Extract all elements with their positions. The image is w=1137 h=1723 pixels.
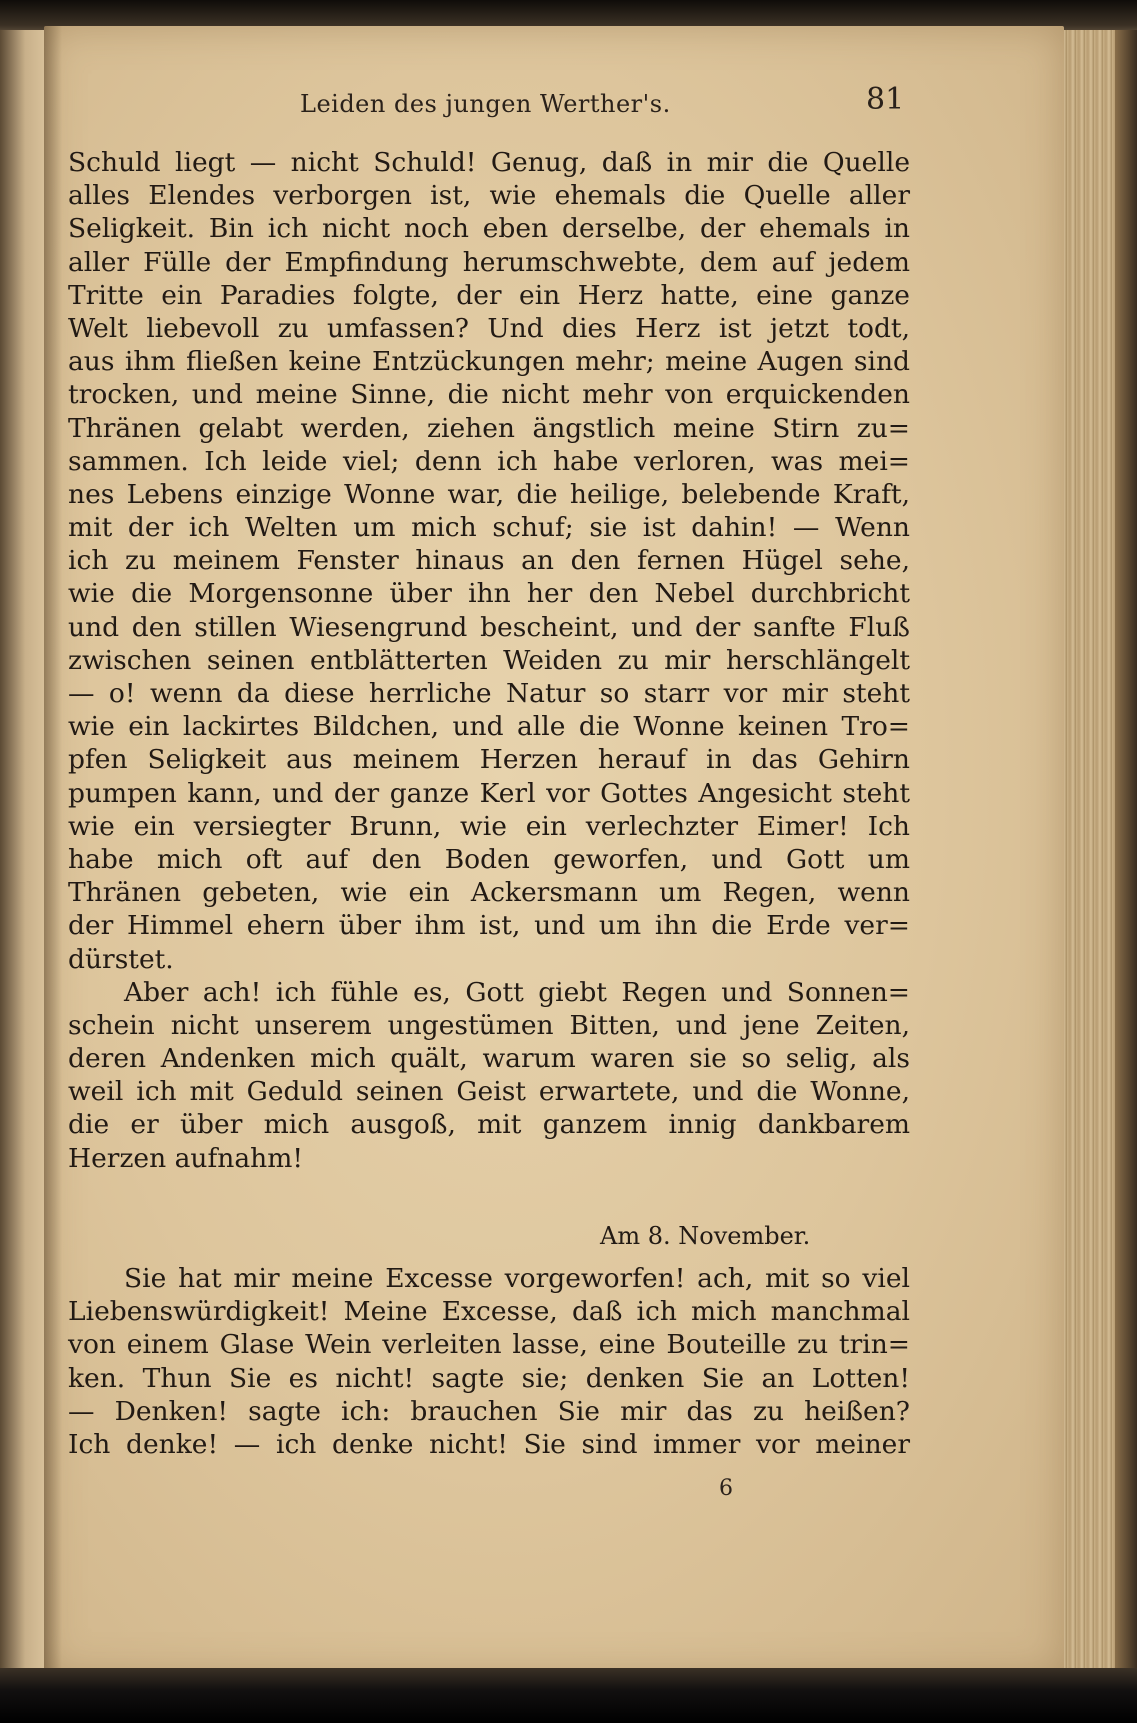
running-title: Leiden des jungen Werther's.	[300, 90, 671, 118]
scan-bottom-edge	[0, 1668, 1137, 1723]
main-text-block	[68, 146, 910, 1175]
text-line: Herzen aufnahm!	[68, 1142, 303, 1174]
text-line: alles Elendes verborgen ist, wie ehemals die Quelle aller	[68, 180, 910, 212]
text-line: Welt liebevoll zu umfassen? Und dies Herz ist jetzt todt,	[68, 312, 910, 344]
signature-mark: 6	[719, 1476, 733, 1501]
book-left-edge	[0, 30, 47, 1670]
text-line: — o! wenn da diese herrliche Natur so starr vor mir steht	[68, 678, 910, 709]
text-line: der Himmel ehern über ihm ist, und um ihn die Erde ver=	[68, 910, 910, 942]
text-line: Schuld liegt — nicht Schuld! Genug, daß in mir die Quelle	[68, 147, 910, 178]
text-line: pumpen kann, und der ganze Kerl vor Gottes Angesicht steht	[68, 777, 910, 809]
spine-shadow	[44, 26, 62, 1676]
text-line: und den stillen Wiesengrund bescheint, und der sanfte Fluß	[68, 611, 910, 643]
text-line: ich zu meinem Fenster hinaus an den fernen Hügel sehe,	[68, 545, 910, 577]
text-line: zwischen seinen entblätterten Weiden zu mir herschlängelt	[68, 644, 910, 676]
text-line: Liebenswürdigkeit! Meine Excesse, daß ich mich manchmal	[68, 1296, 910, 1328]
text-line: Tritte ein Paradies folgte, der ein Herz hatte, eine ganze	[68, 279, 910, 311]
page-number: 81	[866, 82, 905, 117]
text-line: wie ein versiegter Brunn, wie ein verlechzter Eimer! Ich	[68, 810, 910, 842]
text-line: dürstet.	[68, 943, 174, 975]
text-line: sammen. Ich leide viel; denn ich habe verloren, was mei=	[68, 445, 910, 477]
text-line: aller Fülle der Empfindung herumschwebte, dem auf jedem	[68, 246, 910, 278]
letter-date: Am 8. November.	[600, 1222, 811, 1250]
text-line: — Denken! sagte ich: brauchen Sie mir das zu heißen?	[68, 1395, 910, 1427]
text-line: Ich denke! — ich denke nicht! Sie sind immer vor meiner	[68, 1428, 910, 1460]
text-line: pfen Seligkeit aus meinem Herzen herauf in das Gehirn	[68, 744, 910, 776]
text-line: aus ihm fließen keine Entzückungen mehr; meine Augen sind	[68, 346, 910, 378]
text-line: wie die Morgensonne über ihn her den Nebel durchbricht	[68, 578, 910, 610]
text-line: Aber ach! ich fühle es, Gott giebt Regen und Sonnen=	[124, 976, 910, 1008]
text-line: Sie hat mir meine Excesse vorgeworfen! ach, mit so viel	[124, 1263, 910, 1294]
text-line: wie ein lackirtes Bildchen, und alle die Wonne keinen Tro=	[68, 711, 910, 743]
text-line: schein nicht unserem ungestümen Bitten, und jene Zeiten,	[68, 1009, 910, 1041]
text-line: mit der ich Welten um mich schuf; sie ist dahin! — Wenn	[68, 512, 910, 544]
text-line: habe mich oft auf den Boden geworfen, und Gott um	[68, 843, 910, 875]
text-line: deren Andenken mich quält, warum waren sie so selig, als	[68, 1043, 910, 1075]
second-letter-text-block	[68, 1262, 910, 1461]
text-line: ken. Thun Sie es nicht! sagte sie; denken Sie an Lotten!	[68, 1362, 910, 1394]
text-line: trocken, und meine Sinne, die nicht mehr von erquickenden	[68, 379, 910, 411]
text-line: nes Lebens einzige Wonne war, die heilige, belebende Kraft,	[68, 478, 910, 510]
text-line: von einem Glase Wein verleiten lasse, eine Bouteille zu trin=	[68, 1329, 910, 1361]
text-line: Seligkeit. Bin ich nicht noch eben derselbe, der ehemals in	[68, 213, 910, 245]
text-line: Thränen gelabt werden, ziehen ängstlich meine Stirn zu=	[68, 412, 910, 444]
text-line: die er über mich ausgoß, mit ganzem innig dankbarem	[68, 1109, 910, 1141]
text-line: Thränen gebeten, wie ein Ackersmann um Regen, wenn	[68, 877, 910, 909]
text-line: weil ich mit Geduld seinen Geist erwartete, und die Wonne,	[68, 1076, 910, 1108]
